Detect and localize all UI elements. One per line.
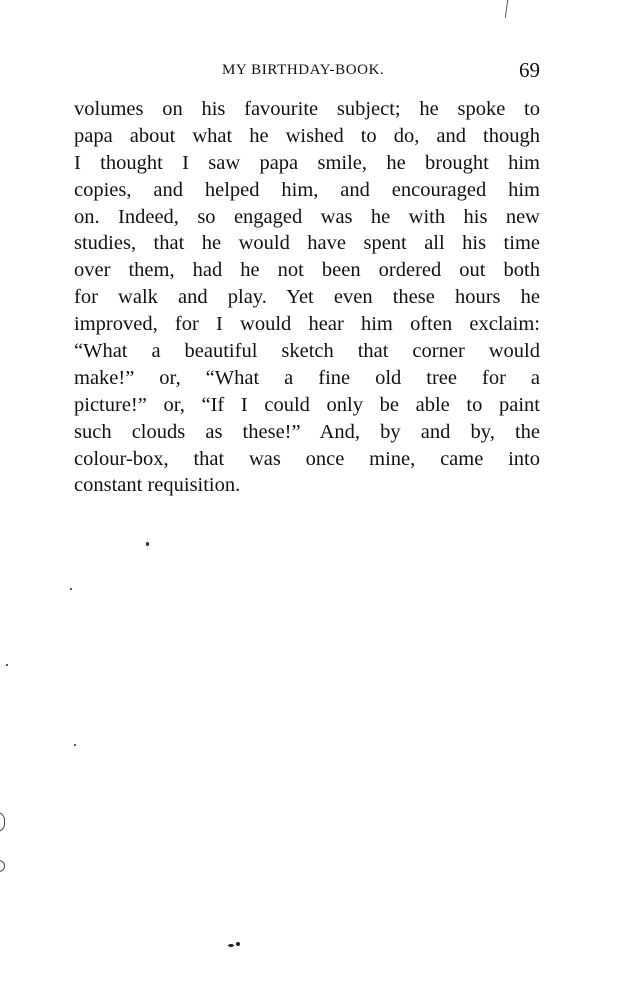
text-line: I thought I saw papa smile, he brought him: [74, 151, 540, 174]
ink-speck: [74, 744, 76, 746]
text-line: for walk and play. Yet even these hours he: [74, 286, 540, 309]
binding-mark: [0, 812, 5, 832]
text-line: over them, had he not been ordered out both: [74, 259, 540, 282]
margin-mark: [505, 0, 512, 18]
ink-speck: [146, 542, 149, 546]
body-text: [74, 96, 540, 499]
running-title: MY BIRTHDAY-BOOK.: [222, 62, 385, 78]
ink-speck: [6, 664, 8, 666]
text-line: copies, and helped him, and encouraged him: [74, 178, 540, 201]
page-header: [74, 58, 540, 88]
text-line: studies, that he would have spent all his time: [74, 232, 540, 255]
text-line: improved, for I would hear him often exclaim:: [74, 313, 540, 336]
text-line: “What a beautiful sketch that corner would: [74, 340, 540, 363]
text-line: on. Indeed, so engaged was he with his new: [74, 205, 540, 228]
text-line: constant requisition.: [74, 474, 241, 497]
text-line: colour-box, that was once mine, came into: [74, 447, 540, 470]
text-line: picture!” or, “If I could only be able to paint: [74, 393, 540, 416]
text-line: volumes on his favourite subject; he spoke to: [74, 98, 540, 120]
ink-speck: [228, 944, 234, 947]
binding-mark: [0, 860, 5, 872]
ink-speck: [70, 588, 72, 590]
text-line: such clouds as these!” And, by and by, the: [74, 420, 540, 443]
page-number: 69: [519, 58, 540, 82]
text-line: papa about what he wished to do, and though: [74, 124, 540, 147]
text-line: make!” or, “What a fine old tree for a: [74, 366, 540, 389]
ink-speck: [236, 942, 240, 946]
